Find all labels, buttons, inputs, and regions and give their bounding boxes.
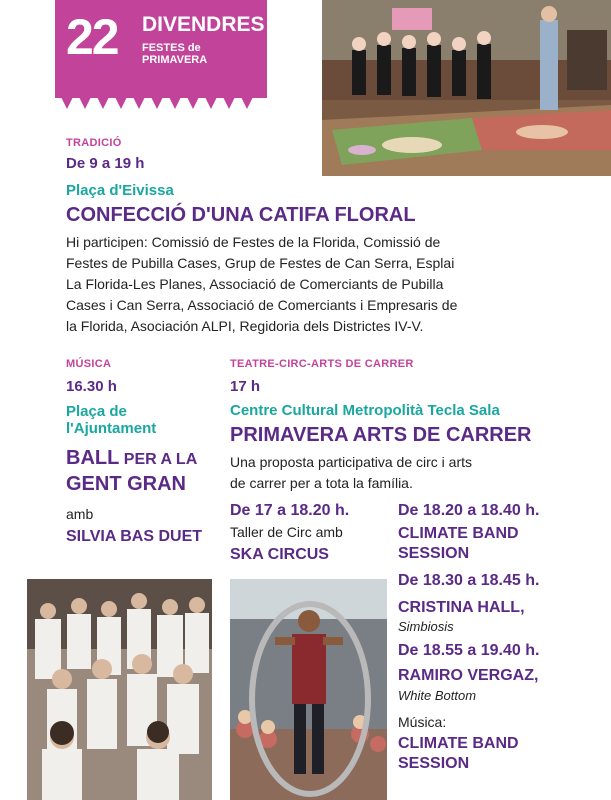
slot-climate-title: CLIMATE BAND SESSION [398, 525, 519, 562]
slot-climate-time: De 18.20 a 18.40 h. [398, 502, 540, 519]
event1-title: CONFECCIÓ D'UNA CATIFA FLORAL [66, 204, 416, 226]
event2-category: MÚSICA [66, 358, 112, 370]
day-name: DIVENDRES [142, 13, 265, 36]
festival-name: FESTES de PRIMAVERA [142, 42, 208, 66]
slot-ska-time: De 17 a 18.20 h. [230, 502, 350, 519]
slot-ramiro-subtitle: White Bottom [398, 688, 477, 703]
circus-performer-photo [230, 579, 387, 800]
slot-ramiro-time: De 18.55 a 19.40 h. [398, 642, 540, 659]
day-number: 22 [66, 9, 118, 65]
slot-ska-title: SKA CIRCUS [230, 546, 329, 563]
event3-time: 17 h [230, 378, 261, 395]
event2-performer: SILVIA BAS DUET [66, 528, 203, 545]
slot-cristina-title: CRISTINA HALL, [398, 599, 525, 616]
event3-category: TEATRE-CIRC-ARTS DE CARRER [230, 358, 414, 370]
event1-place: Plaça d'Eivissa [66, 182, 174, 199]
slot-ska-note: Taller de Circ amb [230, 524, 343, 540]
flower-carpet-photo [322, 0, 611, 176]
event2-time: 16.30 h [66, 378, 117, 395]
event2-place: Plaça de l'Ajuntament [66, 403, 157, 437]
music-label: Música: [398, 714, 447, 730]
slot-ramiro-title: RAMIRO VERGAZ, [398, 667, 539, 684]
dancing-seniors-photo [27, 579, 212, 800]
slot-cristina-subtitle: Simbiosis [398, 619, 454, 634]
event1-description: Hi participen: Comissió de Festes de la Florida, Comissió de Festes de Pubilla Cases, Grup de Festes de Can Serra, Esplai La Florida-Les Planes, Associació de Comerciants de Pubilla Cases i Can Serra, Associació de Comerciants i Empresaris de la Florida, Asociación ALPI, Regidoria dels Districtes IV-V. [66, 234, 458, 334]
event2-amb: amb [66, 506, 94, 522]
event1-category: TRADICIÓ [66, 137, 122, 149]
event1-time: De 9 a 19 h [66, 155, 145, 172]
event3-description: Una proposta participativa de circ i arts de carrer per a tota la família. [230, 454, 472, 491]
bunting-decoration [55, 97, 267, 111]
slot-cristina-time: De 18.30 a 18.45 h. [398, 572, 540, 589]
event2-title: BALL PER A LA GENT GRAN [66, 447, 198, 495]
event3-title: PRIMAVERA ARTS DE CARRER [230, 424, 532, 446]
music-title: CLIMATE BAND SESSION [398, 735, 519, 772]
event3-place: Centre Cultural Metropolità Tecla Sala [230, 402, 500, 419]
